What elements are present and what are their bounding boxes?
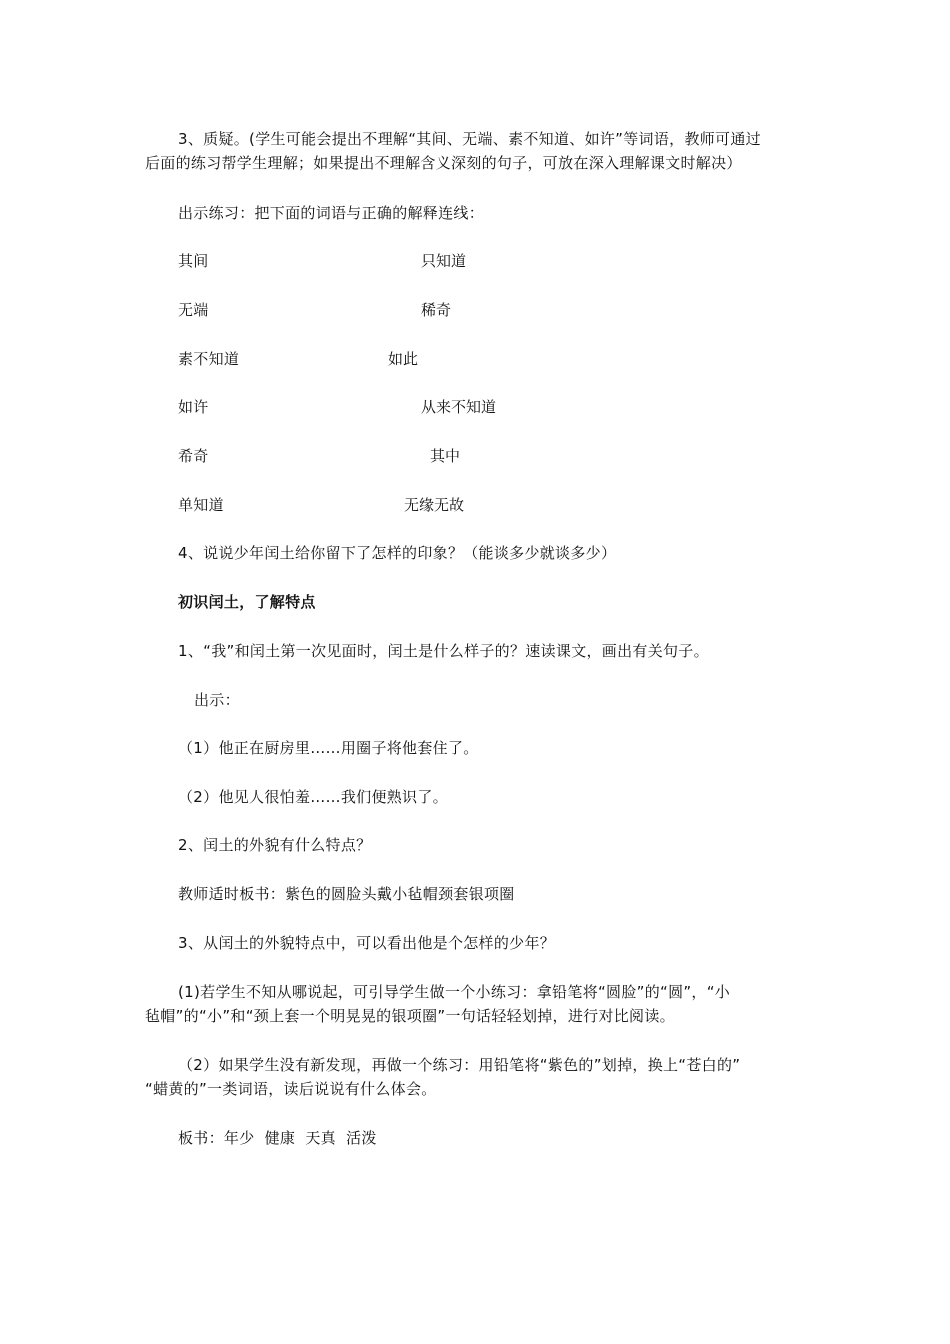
- exercise-intro: 出示练习：把下面的词语与正确的解释连线：: [178, 204, 485, 222]
- show-item-2: （2）他见人很怕羞……我们便熟识了。: [178, 788, 448, 806]
- board-note-2: 板书：年少 健康 天真 活泼: [178, 1129, 377, 1147]
- match-meaning: 无缘无故: [404, 496, 465, 514]
- step-3-item-2-line-1: （2）如果学生没有新发现，再做一个练习：用铅笔将“紫色的”划掉，换上“苍白的”: [178, 1056, 741, 1074]
- match-word: 单知道: [178, 496, 224, 514]
- step-2: 2、闰土的外貌有什么特点？: [178, 836, 372, 854]
- match-meaning: 只知道: [421, 252, 467, 270]
- paragraph-question-line-2: 后面的练习帮学生理解；如果提出不理解含义深刻的句子，可放在深入理解课文时解决）: [145, 154, 742, 172]
- step-1: 1、“我”和闰土第一次见面时，闰土是什么样子的？速读课文，画出有关句子。: [178, 642, 709, 660]
- step-3-item-1-line-1: (1)若学生不知从哪说起，可引导学生做一个小练习：拿铅笔将“圆脸”的“圆”，“小: [178, 983, 731, 1001]
- show-label: 出示：: [194, 691, 240, 709]
- section-heading: 初识闰土，了解特点: [178, 593, 316, 611]
- match-word: 素不知道: [178, 350, 240, 368]
- match-word: 无端: [178, 301, 209, 319]
- match-meaning: 稀奇: [421, 301, 452, 319]
- step-3: 3、从闰土的外貌特点中，可以看出他是个怎样的少年？: [178, 934, 556, 952]
- match-meaning: 从来不知道: [421, 398, 497, 416]
- match-meaning: 其中: [430, 447, 461, 465]
- match-meaning: 如此: [388, 350, 419, 368]
- match-word: 希奇: [178, 447, 209, 465]
- show-item-1: （1）他正在厨房里……用圈子将他套住了。: [178, 739, 479, 757]
- board-note-1: 教师适时板书：紫色的圆脸头戴小毡帽颈套银项圈: [178, 885, 515, 903]
- match-word: 如许: [178, 398, 209, 416]
- paragraph-question-line-1: 3、质疑。(学生可能会提出不理解“其间、无端、素不知道、如许”等词语，教师可通过: [178, 130, 761, 148]
- step-3-item-2-line-2: “蜡黄的”一类词语，读后说说有什么体会。: [145, 1080, 437, 1098]
- match-word: 其间: [178, 252, 209, 270]
- question-4: 4、说说少年闰土给你留下了怎样的印象？（能谈多少就谈多少）: [178, 544, 617, 562]
- step-3-item-1-line-2: 毡帽”的“小”和“颈上套一个明晃晃的银项圈”一句话轻轻划掉，进行对比阅读。: [145, 1007, 675, 1025]
